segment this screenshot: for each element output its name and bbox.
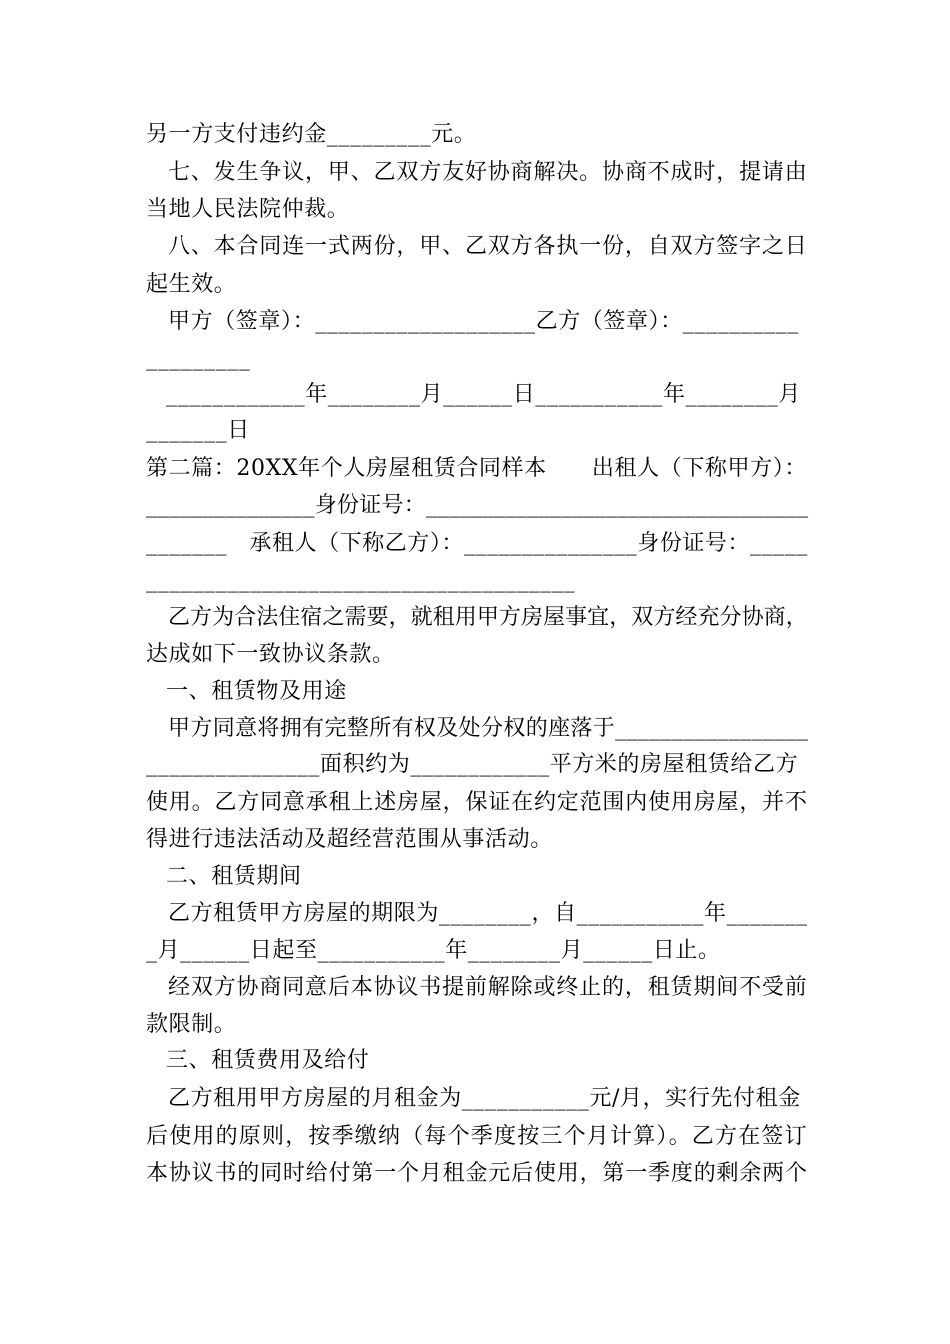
text-line-2: 七、发生争议，甲、乙双方友好协商解决。协商不成时，提请由 — [168, 160, 808, 185]
text-line-14: 乙方为合法住宿之需要，就租用甲方房屋事宜，双方经充分协商， — [168, 605, 808, 630]
clause-heading-3: 三、租赁费用及给付 — [166, 1048, 370, 1073]
text-line-23: _月______日起至___________年________月______日止。 — [146, 938, 721, 963]
text-line-28: 后使用的原则，按季缴纳（每个季度按三个月计算）。乙方在签订 — [146, 1124, 808, 1149]
clause-heading-2: 二、租赁期间 — [166, 864, 302, 889]
text-line-22: 乙方租赁甲方房屋的期限为________，自___________年_______ — [168, 901, 808, 926]
section-heading-part-two: 第二篇：20XX年个人房屋租赁合同样本 出租人（下称甲方）： — [146, 456, 807, 481]
text-line-5: 起生效。 — [146, 272, 237, 297]
text-line-3: 当地人民法院仲裁。 — [146, 197, 350, 222]
clause-heading-1: 一、租赁物及用途 — [166, 679, 347, 704]
text-line-7: _________ — [146, 346, 251, 371]
text-line-24: 经双方协商同意后本协议书提前解除或终止的，租赁期间不受前 — [168, 975, 808, 1000]
text-line-6: 甲方（签章）：___________________乙方（签章）：__________ — [168, 309, 799, 334]
text-line-27: 乙方租用甲方房屋的月租金为___________元/月，实行先付租金 — [168, 1086, 801, 1111]
text-line-20: 得进行违法活动及超经营范围从事活动。 — [146, 827, 553, 852]
text-line-11: _______________身份证号：__________________________________ — [146, 493, 809, 518]
text-line-9: _______日 — [146, 418, 250, 443]
text-line-19: 使用。乙方同意承租上述房屋，保证在约定范围内使用房屋，并不 — [146, 790, 808, 815]
text-line-17: 甲方同意将拥有完整所有权及处分权的座落于_________________ — [168, 716, 809, 741]
text-line-13: _____________________________________ — [146, 568, 576, 593]
text-line-15: 达成如下一致协议条款。 — [146, 642, 395, 667]
text-line-18: _______________面积约为____________平方米的房屋租赁给乙方 — [146, 752, 799, 777]
text-line-12: _______ 承租人（下称乙方）：_______________身份证号：_____ — [146, 531, 808, 556]
text-line-25: 款限制。 — [146, 1012, 237, 1037]
text-line-1: 另一方支付违约金_________元。 — [146, 122, 477, 147]
text-line-4: 八、本合同连一式两份，甲、乙双方各执一份，自双方签字之日 — [168, 234, 808, 259]
text-line-29: 本协议书的同时给付第一个月租金元后使用，第一季度的剩余两个 — [146, 1161, 808, 1186]
text-line-8: ____________年________月______日___________年________月 — [166, 382, 801, 407]
